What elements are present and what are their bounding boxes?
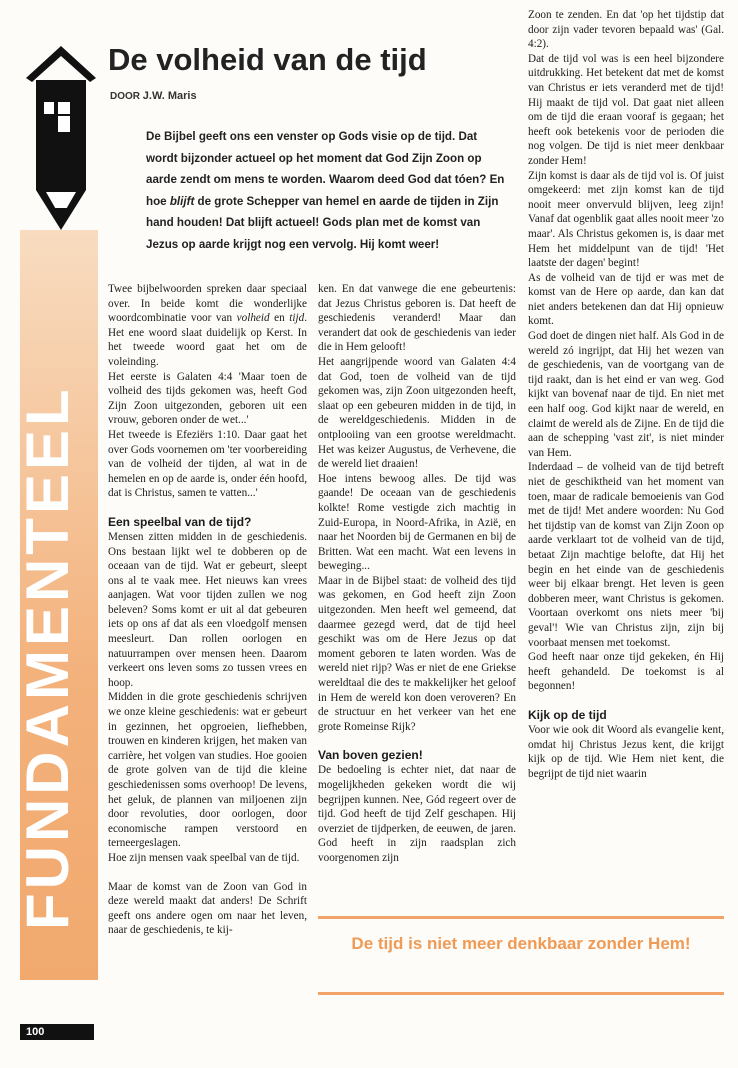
intro-emphasis: blijft — [169, 194, 195, 208]
subheading: Een speelbal van de tijd? — [108, 514, 252, 529]
paragraph: Zijn komst is daar als de tijd vol is. Of juist omgekeerd: met zijn komst kan de tijd nooit meer onvervuld blijven, leeg zijn! Vanaf dat ogenblik gaat alles nooit meer 'zo maar'. Als Christus gekomen is, is daar met Hem het middelpunt van de tijd! 'Het laatste der dagen' begint! — [528, 169, 724, 270]
pullquote-rule-bottom — [318, 992, 724, 995]
paragraph: Het eerste is Galaten 4:4 'Maar toen de volheid des tijds gekomen was, heeft God Zijn Zoon uitgezonden, geboren uit een vrouw, geboren onder de wet...' — [108, 370, 307, 427]
paragraph: Voor wie ook dit Woord als evangelie kent, omdat hij Christus Jezus kent, die krijgt kijk op de tijd. Wie Hem niet kent, die begrijpt de tijd niet waarin — [528, 723, 724, 780]
paragraph: Mensen zitten midden in de geschiedenis. Ons bestaan lijkt wel te dobberen op de oceaan van de tijd. Wat er gebeurt, sleept ons al te vaak mee. Het nieuws kan vrees aanjagen. Wat voor tijden zullen we nog beleven? Soms komt er uit al dat gebeuren iets op ons af dat als een vloedgolf mensen meesleurt. Dan rollen oorlogen en natuurrampen over mensen heen. Daarom verkeert ons leven soms zo tussen vrees en hoop. — [108, 530, 307, 689]
paragraph: As de volheid van de tijd er was met de komst van de Here op aarde, dan kan dat niet anders betekenen dan dat Hij opnieuw komt. — [528, 271, 724, 328]
column-2 — [318, 282, 516, 866]
page-number: 100 — [20, 1024, 94, 1040]
pullquote-rule-top — [318, 916, 724, 919]
paragraph: ken. En dat vanwege die ene gebeurtenis: dat Jezus Christus geboren is. Dat heeft de geschiedenis veranderd! Maar dan verandert dat ook de geschiedenis van ieder die in Hem gelooft! — [318, 283, 516, 354]
paragraph: God heeft naar onze tijd gekeken, én Hij heeft gehandeld. De toekomst is al begonnen! — [528, 651, 724, 693]
section-label: FUNDAMENTEEL — [14, 385, 81, 930]
pullquote: De tijd is niet meer denkbaar zonder Hem! — [351, 934, 691, 953]
paragraph: Maar de komst van de Zoon van God in deze wereld maakt dat anders! De Schrift geeft ons andere ogen om naar het leven, naar de geschiedenis, te kij- — [108, 880, 307, 937]
paragraph: Twee bijbelwoorden spreken daar speciaal over. In beide komt die wonderlijke woordcombinatie voor van volheid en tijd. Het ene woord slaat duidelijk op Kerst. In het tweede woord gaat het om de voleinding. — [108, 283, 308, 368]
intro-lead — [146, 126, 506, 255]
paragraph: Midden in die grote geschiedenis schrijven we onze kleine geschiedenis: wat er gebeurt in gezinnen, het opgroeien, liefhebben, trouwen en kinderen krijgen, het maken van carrière, het volgen van studies. Hoe gooien de grote golven van de tijd die kleine geschiedenissen soms overhoop! De levens, het geluk, de plannen van miljoenen zijn door revoluties, door oorlogen, door economische rampen verstoord en terneergeslagen. — [108, 691, 307, 850]
author-name: J.W. Maris — [142, 90, 197, 102]
paragraph: De bedoeling is echter niet, dat naar de mogelijkheden gekeken wordt die wij begrijpen kunnen. Nee, Gód regeert over de tijd. God heeft de tijd Zelf geschapen. Hij overziet de tijdperken, de eeuwen, de jaren. God heeft in zijn raadsplan zich voorgenomen zijn — [318, 764, 516, 864]
paragraph: Het aangrijpende woord van Galaten 4:4 dat God, toen de volheid van de tijd gekomen was, zijn Zoon uitgezonden heeft, slaat op een gebeuren midden in de tijd, in de wereldgeschiedenis. Midden in de ontplooiing van een grootse wereldmacht. Het was keizer Augustus, de Verhevene, die de wereld liet draaien! — [318, 355, 516, 471]
byline-prefix: DOOR — [110, 91, 143, 102]
byline — [110, 90, 197, 102]
paragraph: Inderdaad – de volheid van de tijd betreft niet de geschiktheid van het moment van toen, maar de radicale bemoeienis van God met de tijd! Met andere woorden: Nu God het tijdstip van de komst van Zijn Zoon op aarde verklaart tot de volheid van de tijd, betaat Zijn machtige belofte, dat Hij het begin en het einde van de geschiedenis weer bij elkaar brengt. Het leven is geen dobberen meer, want Christus is gekomen. Voortaan overkomt ons niets meer 'bij geval'! Wie van Christus zijn, zijn bij voorbaat mensen met toekomst. — [528, 461, 724, 649]
subheading: Kijk op de tijd — [528, 707, 607, 722]
paragraph: Maar in de Bijbel staat: de volheid des tijd was gekomen, en God heeft zijn Zoon uitgezonden. Men heeft wel gemeend, dat daarmee gezegd werd, dat de tijd heel geschikt was om de Here Jezus op dat moment geboren te laten worden. Was de wereld niet rijp? Was er niet de ene Griekse wereldtaal die des te makkelijker het geloof in Hem de wereld kon doen veroveren? En de structuur en het verkeer van het ene grote Romeinse Rijk? — [318, 574, 516, 733]
column-3 — [528, 8, 724, 781]
house-pencil-logo-icon — [22, 42, 100, 232]
paragraph: Dat de tijd vol was is een heel bijzondere uitdrukking. Het betekent dat met de komst van Christus er iets veranderd met de tijd! Hij maakt de tijd vol. Dat gaat niet alleen om de tijd die eraan vooraf is gegaan; het heeft ook betekenis voor de perioden die nog volgen. De tijd is niet meer denkbaar zonder Hem! — [528, 52, 724, 167]
paragraph: Hoe zijn mensen vaak speelbal van de tijd. — [108, 851, 300, 864]
paragraph: Hoe intens bewoog alles. De tijd was gaande! De oceaan van de geschiedenis kolkte! Rome vestigde zich machtig in Zuid-Europa, in Noord-Afrika, in Azië, en naar het Noorden bij de Germanen en bij de Britten. Wat een macht. Wat een levens in beweging... — [318, 472, 516, 573]
paragraph: Het tweede is Efeziërs 1:10. Daar gaat het over Gods voornemen om 'ter voorbereiding van de volheid der tijden, al wat in de hemelen en op de aarde is, onder één hoofd, dat is Christus, samen te vatten...' — [108, 428, 307, 500]
paragraph: Zoon te zenden. En dat 'op het tijdstip dat door zijn vader tevoren bepaald was' (Gal. 4:2). — [528, 9, 724, 51]
paragraph: God doet de dingen niet half. Als God in de wereld zó ingrijpt, dat Hij het wezen van de geschiedenis, van de voortgang van de tijd raakt, dan is het eind er van weg. God kijkt van bovenaf naar de tijd. En niet met een half oog. God kijkt naar de wereld, en claimt de wereld als de Zijne. En de tijd die aan de schepping 'vast zit', is niet minder van Hem. — [528, 330, 724, 459]
column-1 — [108, 282, 307, 938]
subheading: Van boven gezien! — [318, 748, 423, 763]
intro-part: De Bijbel geeft ons een venster op Gods visie op de tijd. Dat wordt bijzonder actueel op het moment dat God Zijn Zoon op aarde zendt om mens te worden. Waarom deed God dat tóen? En hoe — [146, 130, 505, 208]
intro-part: de grote Schepper van hemel en aarde de tijden in Zijn hand houden! Dat blijft actueel! Gods plan met de komst van Jezus op aarde krijgt nog een vervolg. Hij komt weer! — [146, 194, 499, 251]
article-title: De volheid van de tijd — [108, 42, 427, 77]
